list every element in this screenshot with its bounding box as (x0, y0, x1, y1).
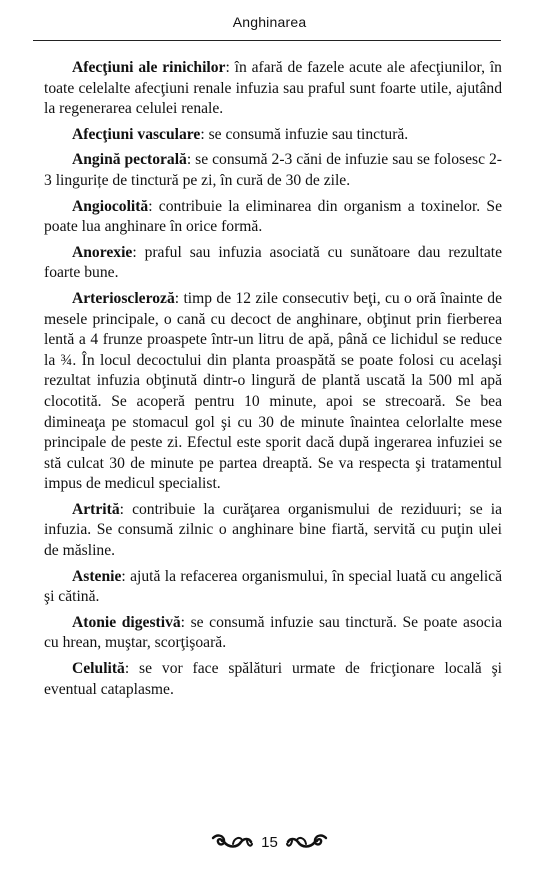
page-number: 15 (261, 833, 278, 851)
entry (44, 613, 502, 654)
entry-text: : în afară de fazele acute ale afecţiunilor, în toate celelalte afecţiuni renale infuzia sau praful sunt foarte utile, ajutând la regenerarea celulei renale. (44, 59, 502, 118)
right-ornament-icon (286, 832, 328, 852)
entry (44, 500, 502, 562)
entry-term: Artrită (72, 500, 120, 518)
entry-term: Anorexie (72, 243, 133, 261)
entry (44, 150, 502, 191)
entry (44, 243, 502, 284)
entry (44, 567, 502, 608)
entry-text: : ajută la refacerea organismului, în special luată cu angelică şi cătină. (44, 567, 502, 606)
left-ornament-icon (211, 832, 253, 852)
entry-term: Celulită (72, 660, 125, 678)
entry-term: Arterioscleroză (72, 289, 175, 307)
entry (44, 289, 502, 495)
entry (44, 659, 502, 700)
entry-term: Astenie (72, 567, 122, 585)
running-header: Anghinarea (232, 14, 307, 30)
entry-term: Atonie digestivă (72, 613, 181, 631)
entry-text: : se consumă 2-3 căni de infuzie sau se folosesc 2-3 lingurițe de tinctură pe zi, în cură de 30 de zile. (44, 151, 502, 189)
entry-text: : se vor face spălături urmate de fricţionare locală şi eventual cataplasme. (44, 660, 502, 698)
entry-text: : se consumă infuzie sau tinctură. (200, 125, 409, 143)
page-body (44, 58, 502, 705)
entry (44, 125, 502, 146)
header-rule (33, 40, 501, 41)
entry-text: : timp de 12 zile consecutiv beţi, cu o oră înainte de mesele principale, o cană cu decoct de anghinare, obţinut prin fierberea lentă a 4 frunze proaspete într-un litru de apă, până ce lichidul se reduce la ¾. În locul decoctului din planta proaspătă se poate folosi cu acelaşi rezultat infuzia obţinută dintr-o lingură de plantă uscată la 500 ml apă clocotită. Se acoperă pentru 10 minute, apoi se strecoară. Se bea dimineaţa pe stomacul gol şi cu 30 de minute înaintea celorlalte mese principale de peste zi. Efectul este sporit dacă după ingerarea infuziei se stă culcat 30 de minute pe partea dreaptă. Se va respecta şi tratamentul impus de medicul specialist. (44, 289, 502, 493)
entry (44, 58, 502, 120)
entry-text: : contribuie la curăţarea organismului de reziduuri; se ia infuzia. Se consumă zilnic o anghinare bine fiartă, servită cu puţin ulei de măsline. (44, 500, 502, 560)
entry-text: : se consumă infuzie sau tinctură. Se poate asocia cu hrean, muştar, scorţişoară. (44, 613, 502, 652)
entry (44, 197, 502, 238)
entry-term: Afecţiuni vasculare (72, 125, 201, 143)
entry-term: Angiocolită (72, 197, 149, 215)
entry-text: : praful sau infuzia asociată cu sunătoare dau rezultate foarte bune. (44, 243, 502, 282)
entry-term: Angină pectorală (72, 151, 187, 169)
entry-term: Afecţiuni ale rinichilor (72, 59, 226, 76)
page-footer (0, 832, 539, 852)
entry-text: : contribuie la eliminarea din organism a toxinelor. Se poate lua anghinare în orice formă. (44, 197, 502, 236)
